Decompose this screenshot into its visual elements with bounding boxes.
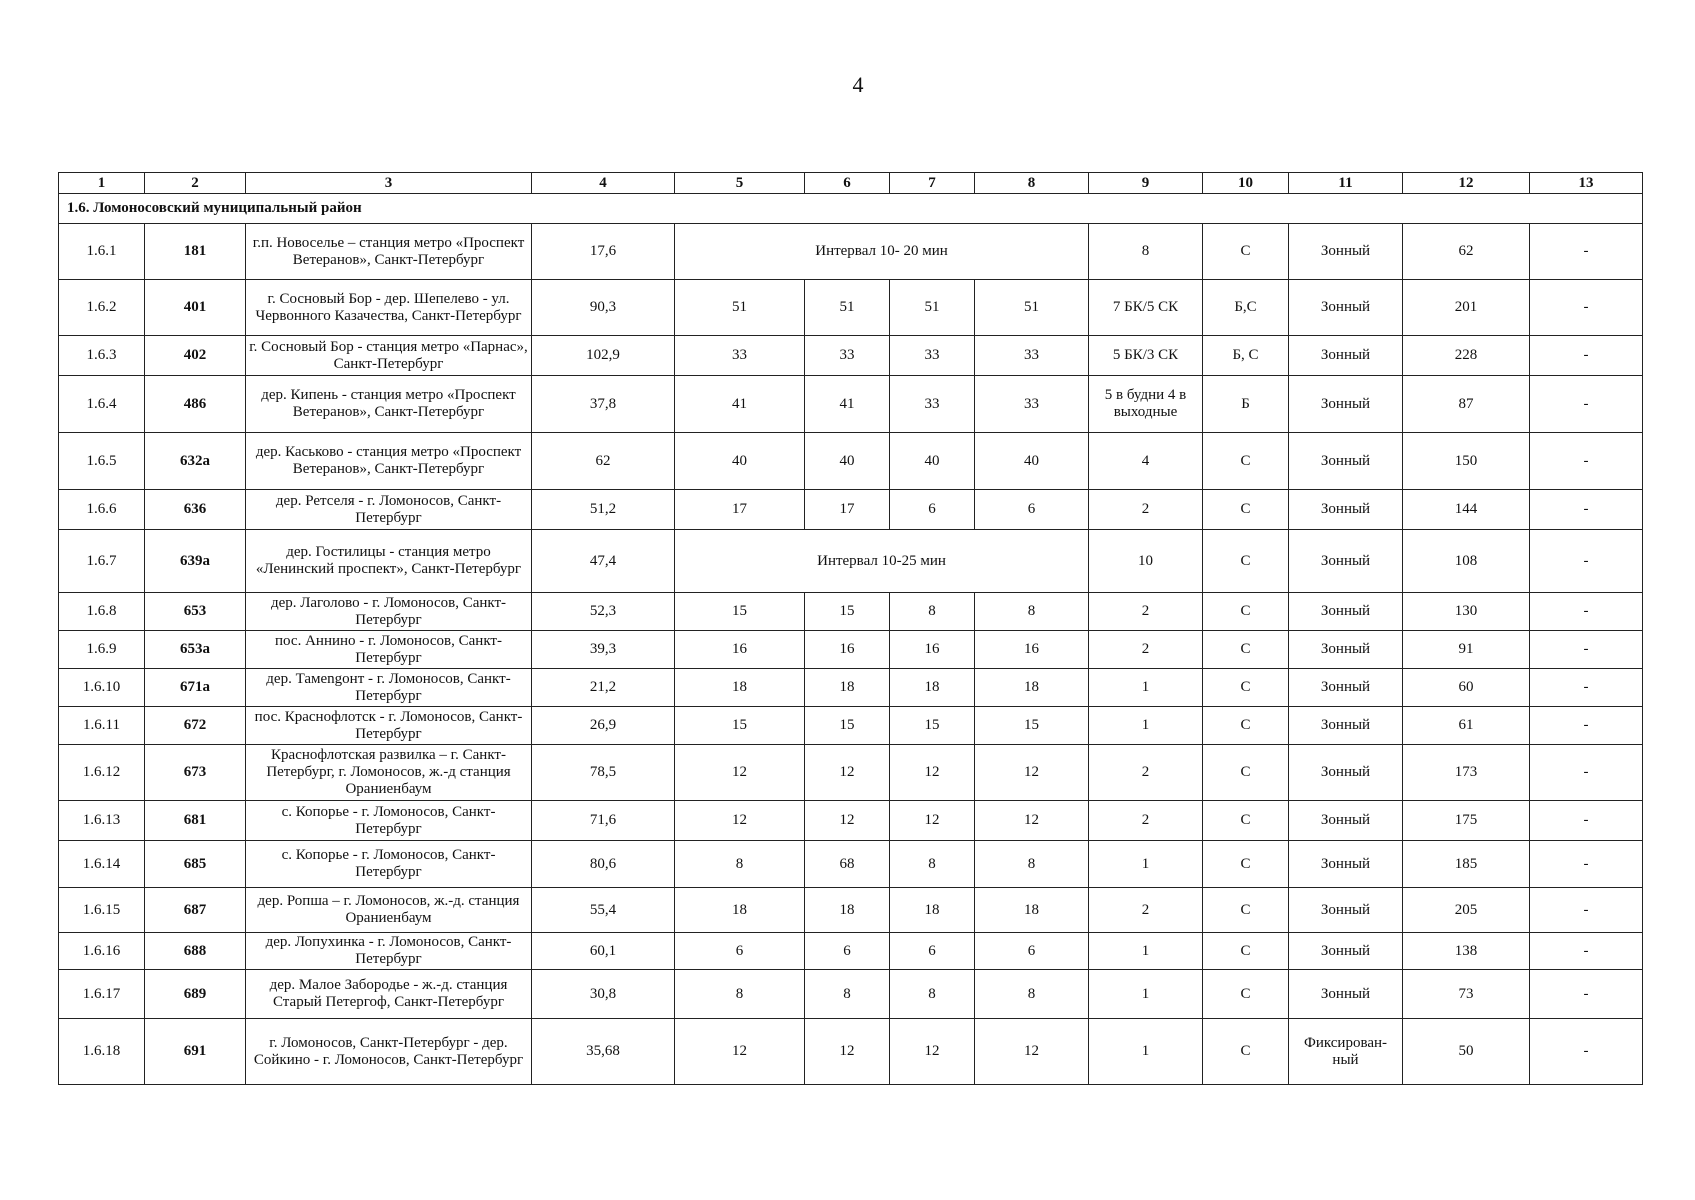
cell-col9: 2 [1089,490,1203,530]
cell-col7: 12 [890,1019,975,1085]
cell-col5: 18 [675,888,805,933]
route-length: 47,4 [532,530,675,593]
cell-col6: 51 [805,280,890,336]
column-header: 12 [1403,173,1530,194]
cell-col13: - [1530,490,1643,530]
route-length: 71,6 [532,801,675,841]
cell-col9: 2 [1089,593,1203,631]
route-number: 636 [145,490,246,530]
interval-cell: Интервал 10-25 мин [675,530,1089,593]
route-path: г. Сосновый Бор - станция метро «Парнас», Санкт-Петербург [246,336,532,376]
fare-type: Зонный [1289,224,1403,280]
row-id: 1.6.4 [59,376,145,433]
route-number: 486 [145,376,246,433]
cell-col8: 8 [975,593,1089,631]
cell-col13: - [1530,669,1643,707]
column-header: 8 [975,173,1089,194]
route-path: пос. Аннино - г. Ломоносов, Санкт-Петербург [246,631,532,669]
fare-type: Зонный [1289,970,1403,1019]
cell-col12: 144 [1403,490,1530,530]
cell-col13: - [1530,224,1643,280]
route-length: 78,5 [532,745,675,801]
route-path: дер. Кипень - станция метро «Проспект Ветеранов», Санкт-Петербург [246,376,532,433]
cell-col9: 2 [1089,801,1203,841]
route-path: дер. Тамengонт - г. Ломоносов, Санкт-Петербург [246,669,532,707]
route-length: 26,9 [532,707,675,745]
table-row [59,224,1643,280]
cell-col7: 8 [890,970,975,1019]
cell-col8: 33 [975,376,1089,433]
cell-col10: С [1203,933,1289,970]
route-number: 672 [145,707,246,745]
table-row [59,970,1643,1019]
row-id: 1.6.14 [59,841,145,888]
row-id: 1.6.15 [59,888,145,933]
interval-cell: Интервал 10- 20 мин [675,224,1089,280]
route-number: 653а [145,631,246,669]
cell-col5: 16 [675,631,805,669]
route-number: 687 [145,888,246,933]
row-id: 1.6.2 [59,280,145,336]
cell-col7: 12 [890,745,975,801]
cell-col6: 12 [805,801,890,841]
cell-col5: 12 [675,745,805,801]
table-row [59,530,1643,593]
cell-col9: 5 в будни 4 в выходные [1089,376,1203,433]
route-length: 39,3 [532,631,675,669]
cell-col5: 41 [675,376,805,433]
cell-col8: 6 [975,490,1089,530]
cell-col7: 33 [890,376,975,433]
cell-col7: 8 [890,841,975,888]
cell-col5: 40 [675,433,805,490]
cell-col12: 205 [1403,888,1530,933]
cell-col7: 8 [890,593,975,631]
route-path: пос. Краснофлотск - г. Ломоносов, Санкт-Петербург [246,707,532,745]
cell-col5: 12 [675,801,805,841]
cell-col9: 7 БК/5 СК [1089,280,1203,336]
cell-col6: 41 [805,376,890,433]
cell-col8: 18 [975,888,1089,933]
cell-col5: 51 [675,280,805,336]
route-length: 30,8 [532,970,675,1019]
fare-type: Зонный [1289,280,1403,336]
fare-type: Зонный [1289,933,1403,970]
cell-col13: - [1530,593,1643,631]
cell-col13: - [1530,933,1643,970]
fare-type: Зонный [1289,841,1403,888]
row-id: 1.6.12 [59,745,145,801]
cell-col12: 228 [1403,336,1530,376]
cell-col13: - [1530,707,1643,745]
row-id: 1.6.9 [59,631,145,669]
route-length: 21,2 [532,669,675,707]
cell-col7: 18 [890,888,975,933]
cell-col8: 40 [975,433,1089,490]
route-path: дер. Гостилицы - станция метро «Ленинский проспект», Санкт-Петербург [246,530,532,593]
cell-col12: 150 [1403,433,1530,490]
cell-col12: 73 [1403,970,1530,1019]
cell-col7: 16 [890,631,975,669]
table-row [59,745,1643,801]
cell-col13: - [1530,745,1643,801]
cell-col9: 1 [1089,933,1203,970]
cell-col7: 40 [890,433,975,490]
route-length: 55,4 [532,888,675,933]
cell-col7: 6 [890,933,975,970]
cell-col9: 8 [1089,224,1203,280]
cell-col5: 8 [675,970,805,1019]
route-number: 653 [145,593,246,631]
column-header: 11 [1289,173,1403,194]
cell-col12: 87 [1403,376,1530,433]
cell-col6: 6 [805,933,890,970]
cell-col10: С [1203,530,1289,593]
cell-col8: 8 [975,970,1089,1019]
cell-col6: 18 [805,888,890,933]
route-path: Краснофлотская развилка – г. Санкт-Петербург, г. Ломоносов, ж.-д станция Ораниенбаум [246,745,532,801]
cell-col13: - [1530,841,1643,888]
route-length: 90,3 [532,280,675,336]
column-header: 10 [1203,173,1289,194]
cell-col10: С [1203,970,1289,1019]
fare-type: Зонный [1289,490,1403,530]
column-header: 9 [1089,173,1203,194]
row-id: 1.6.3 [59,336,145,376]
cell-col6: 17 [805,490,890,530]
route-path: дер. Ропша – г. Ломоносов, ж.-д. станция Ораниенбаум [246,888,532,933]
column-header: 6 [805,173,890,194]
route-path: дер. Каськово - станция метро «Проспект Ветеранов», Санкт-Петербург [246,433,532,490]
cell-col8: 12 [975,745,1089,801]
cell-col8: 12 [975,1019,1089,1085]
column-header: 2 [145,173,246,194]
cell-col13: - [1530,433,1643,490]
cell-col12: 175 [1403,801,1530,841]
fare-type: Зонный [1289,376,1403,433]
cell-col8: 8 [975,841,1089,888]
route-length: 52,3 [532,593,675,631]
section-title: 1.6. Ломоносовский муниципальный район [59,194,1643,224]
route-path: дер. Ретселя - г. Ломоносов, Санкт-Петербург [246,490,532,530]
route-length: 51,2 [532,490,675,530]
cell-col5: 6 [675,933,805,970]
row-id: 1.6.5 [59,433,145,490]
cell-col6: 12 [805,1019,890,1085]
route-path: дер. Лопухинка - г. Ломоносов, Санкт-Петербург [246,933,532,970]
cell-col9: 2 [1089,745,1203,801]
cell-col12: 108 [1403,530,1530,593]
cell-col9: 2 [1089,631,1203,669]
cell-col12: 138 [1403,933,1530,970]
route-number: 691 [145,1019,246,1085]
row-id: 1.6.16 [59,933,145,970]
cell-col7: 6 [890,490,975,530]
cell-col13: - [1530,376,1643,433]
route-path: дер. Малое Забородье - ж.-д. станция Старый Петергоф, Санкт-Петербург [246,970,532,1019]
route-path: г. Ломоносов, Санкт-Петербург - дер. Сойкино - г. Ломоносов, Санкт-Петербург [246,1019,532,1085]
column-header: 7 [890,173,975,194]
route-path: с. Копорье - г. Ломоносов, Санкт-Петербург [246,841,532,888]
cell-col13: - [1530,631,1643,669]
cell-col5: 17 [675,490,805,530]
route-number: 688 [145,933,246,970]
route-number: 673 [145,745,246,801]
cell-col12: 61 [1403,707,1530,745]
cell-col6: 15 [805,593,890,631]
cell-col12: 60 [1403,669,1530,707]
cell-col9: 1 [1089,1019,1203,1085]
cell-col8: 33 [975,336,1089,376]
cell-col6: 12 [805,745,890,801]
route-length: 60,1 [532,933,675,970]
cell-col13: - [1530,280,1643,336]
table-row [59,631,1643,669]
table-row [59,707,1643,745]
column-header: 3 [246,173,532,194]
cell-col5: 15 [675,707,805,745]
cell-col10: Б, С [1203,336,1289,376]
cell-col6: 33 [805,336,890,376]
cell-col13: - [1530,970,1643,1019]
row-id: 1.6.1 [59,224,145,280]
cell-col8: 18 [975,669,1089,707]
route-path: г.п. Новоселье – станция метро «Проспект Ветеранов», Санкт-Петербург [246,224,532,280]
row-id: 1.6.18 [59,1019,145,1085]
cell-col5: 33 [675,336,805,376]
row-id: 1.6.8 [59,593,145,631]
cell-col7: 18 [890,669,975,707]
cell-col13: - [1530,1019,1643,1085]
fare-type: Зонный [1289,888,1403,933]
cell-col10: С [1203,631,1289,669]
column-header: 5 [675,173,805,194]
cell-col12: 173 [1403,745,1530,801]
route-length: 62 [532,433,675,490]
column-number-row [59,173,1643,194]
cell-col5: 8 [675,841,805,888]
fare-type: Фиксирован-ный [1289,1019,1403,1085]
cell-col8: 12 [975,801,1089,841]
fare-type: Зонный [1289,707,1403,745]
cell-col8: 16 [975,631,1089,669]
column-header: 1 [59,173,145,194]
route-number: 402 [145,336,246,376]
cell-col9: 10 [1089,530,1203,593]
fare-type: Зонный [1289,745,1403,801]
route-path: г. Сосновый Бор - дер. Шепелево - ул. Червонного Казачества, Санкт-Петербург [246,280,532,336]
cell-col13: - [1530,530,1643,593]
cell-col8: 15 [975,707,1089,745]
row-id: 1.6.17 [59,970,145,1019]
route-length: 17,6 [532,224,675,280]
route-number: 632а [145,433,246,490]
cell-col10: С [1203,888,1289,933]
route-length: 37,8 [532,376,675,433]
cell-col6: 16 [805,631,890,669]
cell-col10: С [1203,841,1289,888]
cell-col7: 15 [890,707,975,745]
cell-col12: 50 [1403,1019,1530,1085]
fare-type: Зонный [1289,801,1403,841]
cell-col5: 15 [675,593,805,631]
cell-col9: 2 [1089,888,1203,933]
cell-col12: 130 [1403,593,1530,631]
cell-col10: С [1203,669,1289,707]
cell-col8: 51 [975,280,1089,336]
cell-col10: С [1203,1019,1289,1085]
cell-col12: 185 [1403,841,1530,888]
table-row [59,490,1643,530]
cell-col5: 12 [675,1019,805,1085]
table-row [59,801,1643,841]
row-id: 1.6.13 [59,801,145,841]
cell-col12: 62 [1403,224,1530,280]
fare-type: Зонный [1289,593,1403,631]
fare-type: Зонный [1289,669,1403,707]
cell-col7: 33 [890,336,975,376]
cell-col6: 40 [805,433,890,490]
cell-col12: 91 [1403,631,1530,669]
route-number: 671а [145,669,246,707]
fare-type: Зонный [1289,433,1403,490]
table-row [59,433,1643,490]
route-number: 681 [145,801,246,841]
cell-col8: 6 [975,933,1089,970]
row-id: 1.6.11 [59,707,145,745]
cell-col6: 15 [805,707,890,745]
cell-col9: 1 [1089,841,1203,888]
cell-col6: 18 [805,669,890,707]
cell-col9: 5 БК/3 СК [1089,336,1203,376]
cell-col6: 68 [805,841,890,888]
cell-col13: - [1530,888,1643,933]
cell-col7: 12 [890,801,975,841]
cell-col6: 8 [805,970,890,1019]
column-header: 13 [1530,173,1643,194]
table-row [59,933,1643,970]
row-id: 1.6.7 [59,530,145,593]
table-row [59,280,1643,336]
cell-col10: С [1203,490,1289,530]
row-id: 1.6.6 [59,490,145,530]
cell-col10: Б,С [1203,280,1289,336]
cell-col5: 18 [675,669,805,707]
cell-col10: С [1203,745,1289,801]
table-row [59,1019,1643,1085]
cell-col10: С [1203,707,1289,745]
cell-col10: С [1203,224,1289,280]
fare-type: Зонный [1289,631,1403,669]
route-number: 689 [145,970,246,1019]
fare-type: Зонный [1289,336,1403,376]
route-number: 401 [145,280,246,336]
cell-col10: Б [1203,376,1289,433]
cell-col9: 1 [1089,707,1203,745]
cell-col10: С [1203,433,1289,490]
route-number: 685 [145,841,246,888]
cell-col9: 1 [1089,669,1203,707]
route-path: с. Копорье - г. Ломоносов, Санкт-Петербург [246,801,532,841]
route-length: 80,6 [532,841,675,888]
cell-col12: 201 [1403,280,1530,336]
cell-col13: - [1530,336,1643,376]
row-id: 1.6.10 [59,669,145,707]
fare-type: Зонный [1289,530,1403,593]
page-number: 4 [852,72,864,97]
cell-col9: 1 [1089,970,1203,1019]
route-length: 102,9 [532,336,675,376]
route-number: 181 [145,224,246,280]
route-length: 35,68 [532,1019,675,1085]
cell-col13: - [1530,801,1643,841]
cell-col10: С [1203,593,1289,631]
cell-col7: 51 [890,280,975,336]
route-number: 639а [145,530,246,593]
table-row [59,336,1643,376]
table-row [59,376,1643,433]
table-row [59,669,1643,707]
routes-table [58,172,1643,1085]
section-row [59,194,1643,224]
table-row [59,841,1643,888]
cell-col9: 4 [1089,433,1203,490]
table-row [59,888,1643,933]
cell-col10: С [1203,801,1289,841]
table-row [59,593,1643,631]
route-path: дер. Лаголово - г. Ломоносов, Санкт-Петербург [246,593,532,631]
column-header: 4 [532,173,675,194]
